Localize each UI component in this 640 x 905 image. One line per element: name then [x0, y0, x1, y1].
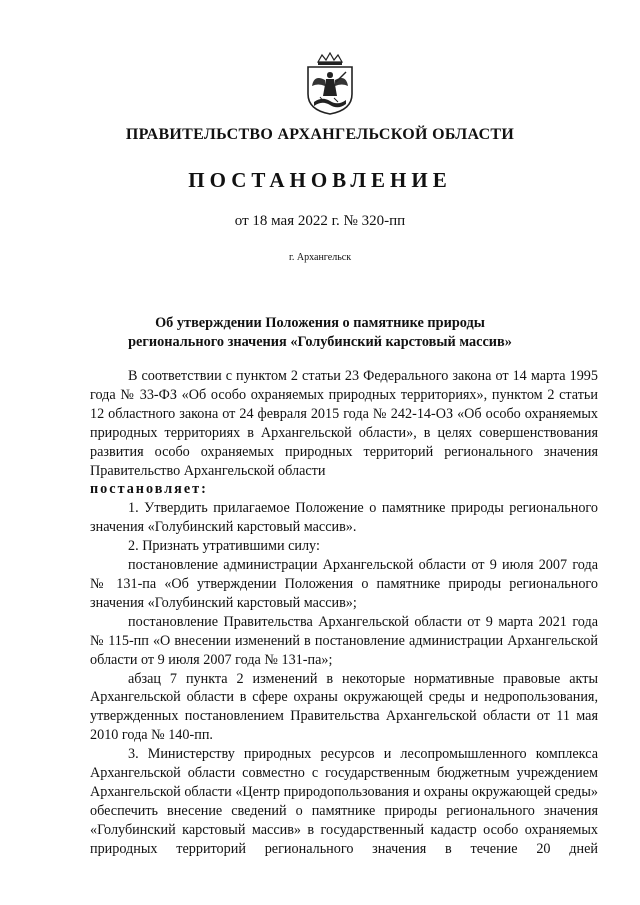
decree-word: постановляет: [90, 481, 202, 498]
document-subject: [60, 314, 580, 352]
item-1-paragraph: 1. Утвердить прилагаемое Положение о памятнике природы регионального значения «Голубинский карстовый массив».: [90, 500, 598, 536]
document-body: [90, 367, 598, 859]
item-2-sub-1: постановление администрации Архангельской области от 9 июля 2007 года № 131-па «Об утверждении Положения о памятнике природы регионального значения «Голубинский карстовый массив»;: [90, 557, 598, 611]
decree-line: [90, 480, 598, 499]
decree-colon: :: [201, 481, 206, 498]
item-2-sub-3: абзац 7 пункта 2 изменений в некоторые нормативные правовые акты Архангельской области в сфере охраны окружающей среды и недропользования, утвержденных постановлением Правительства Архангельской области от 11 мая 2010 года № 140-пп.: [90, 670, 598, 744]
item-2-paragraph: 2. Признать утратившими силу:: [128, 538, 320, 555]
preamble-text: В соответствии с пунктом 2 статьи 23 Федерального закона от 14 марта 1995 года № 33-ФЗ «Об особо охраняемых природных территориях», пунктом 2 статьи 12 областного закона от 24 февраля 2015 года № 242-14-ОЗ «Об особо охраняемых природных территориях в Архангельской области», в целях совершенствования развития особо охраняемых природных территорий регионального значения Правительство Архангельской области: [90, 368, 598, 479]
subject-line-2: регионального значения «Голубинский карстовый массив»: [128, 334, 512, 350]
city: г. Архангельск: [288, 252, 352, 263]
preamble-paragraph: [90, 367, 598, 480]
government-name: ПРАВИТЕЛЬСТВО АРХАНГЕЛЬСКОЙ ОБЛАСТИ: [125, 126, 515, 143]
date-number: от 18 мая 2022 г. № 320-пп: [234, 213, 406, 229]
coat-of-arms-icon: [300, 52, 360, 116]
subject-line-1: Об утверждении Положения о памятнике природы: [155, 315, 485, 331]
document-type: ПОСТАНОВЛЕНИЕ: [188, 168, 452, 192]
item-3-paragraph: 3. Министерству природных ресурсов и лесопромышленного комплекса Архангельской области совместно с государственным бюджетным учреждением Архангельской области «Центр природопользования и охраны окружающей среды» обеспечить внесение сведений о памятнике природы регионального значения «Голубинский карстовый массив» в государственный кадастр особо охраняемых природных территорий регионального значения в течение 20 дней: [90, 746, 598, 857]
item-2-sub-2: постановление Правительства Архангельской области от 9 марта 2021 года № 115-пп «О внесении изменений в постановление администрации Архангельской области от 9 июля 2007 года № 131-па»;: [90, 613, 598, 668]
